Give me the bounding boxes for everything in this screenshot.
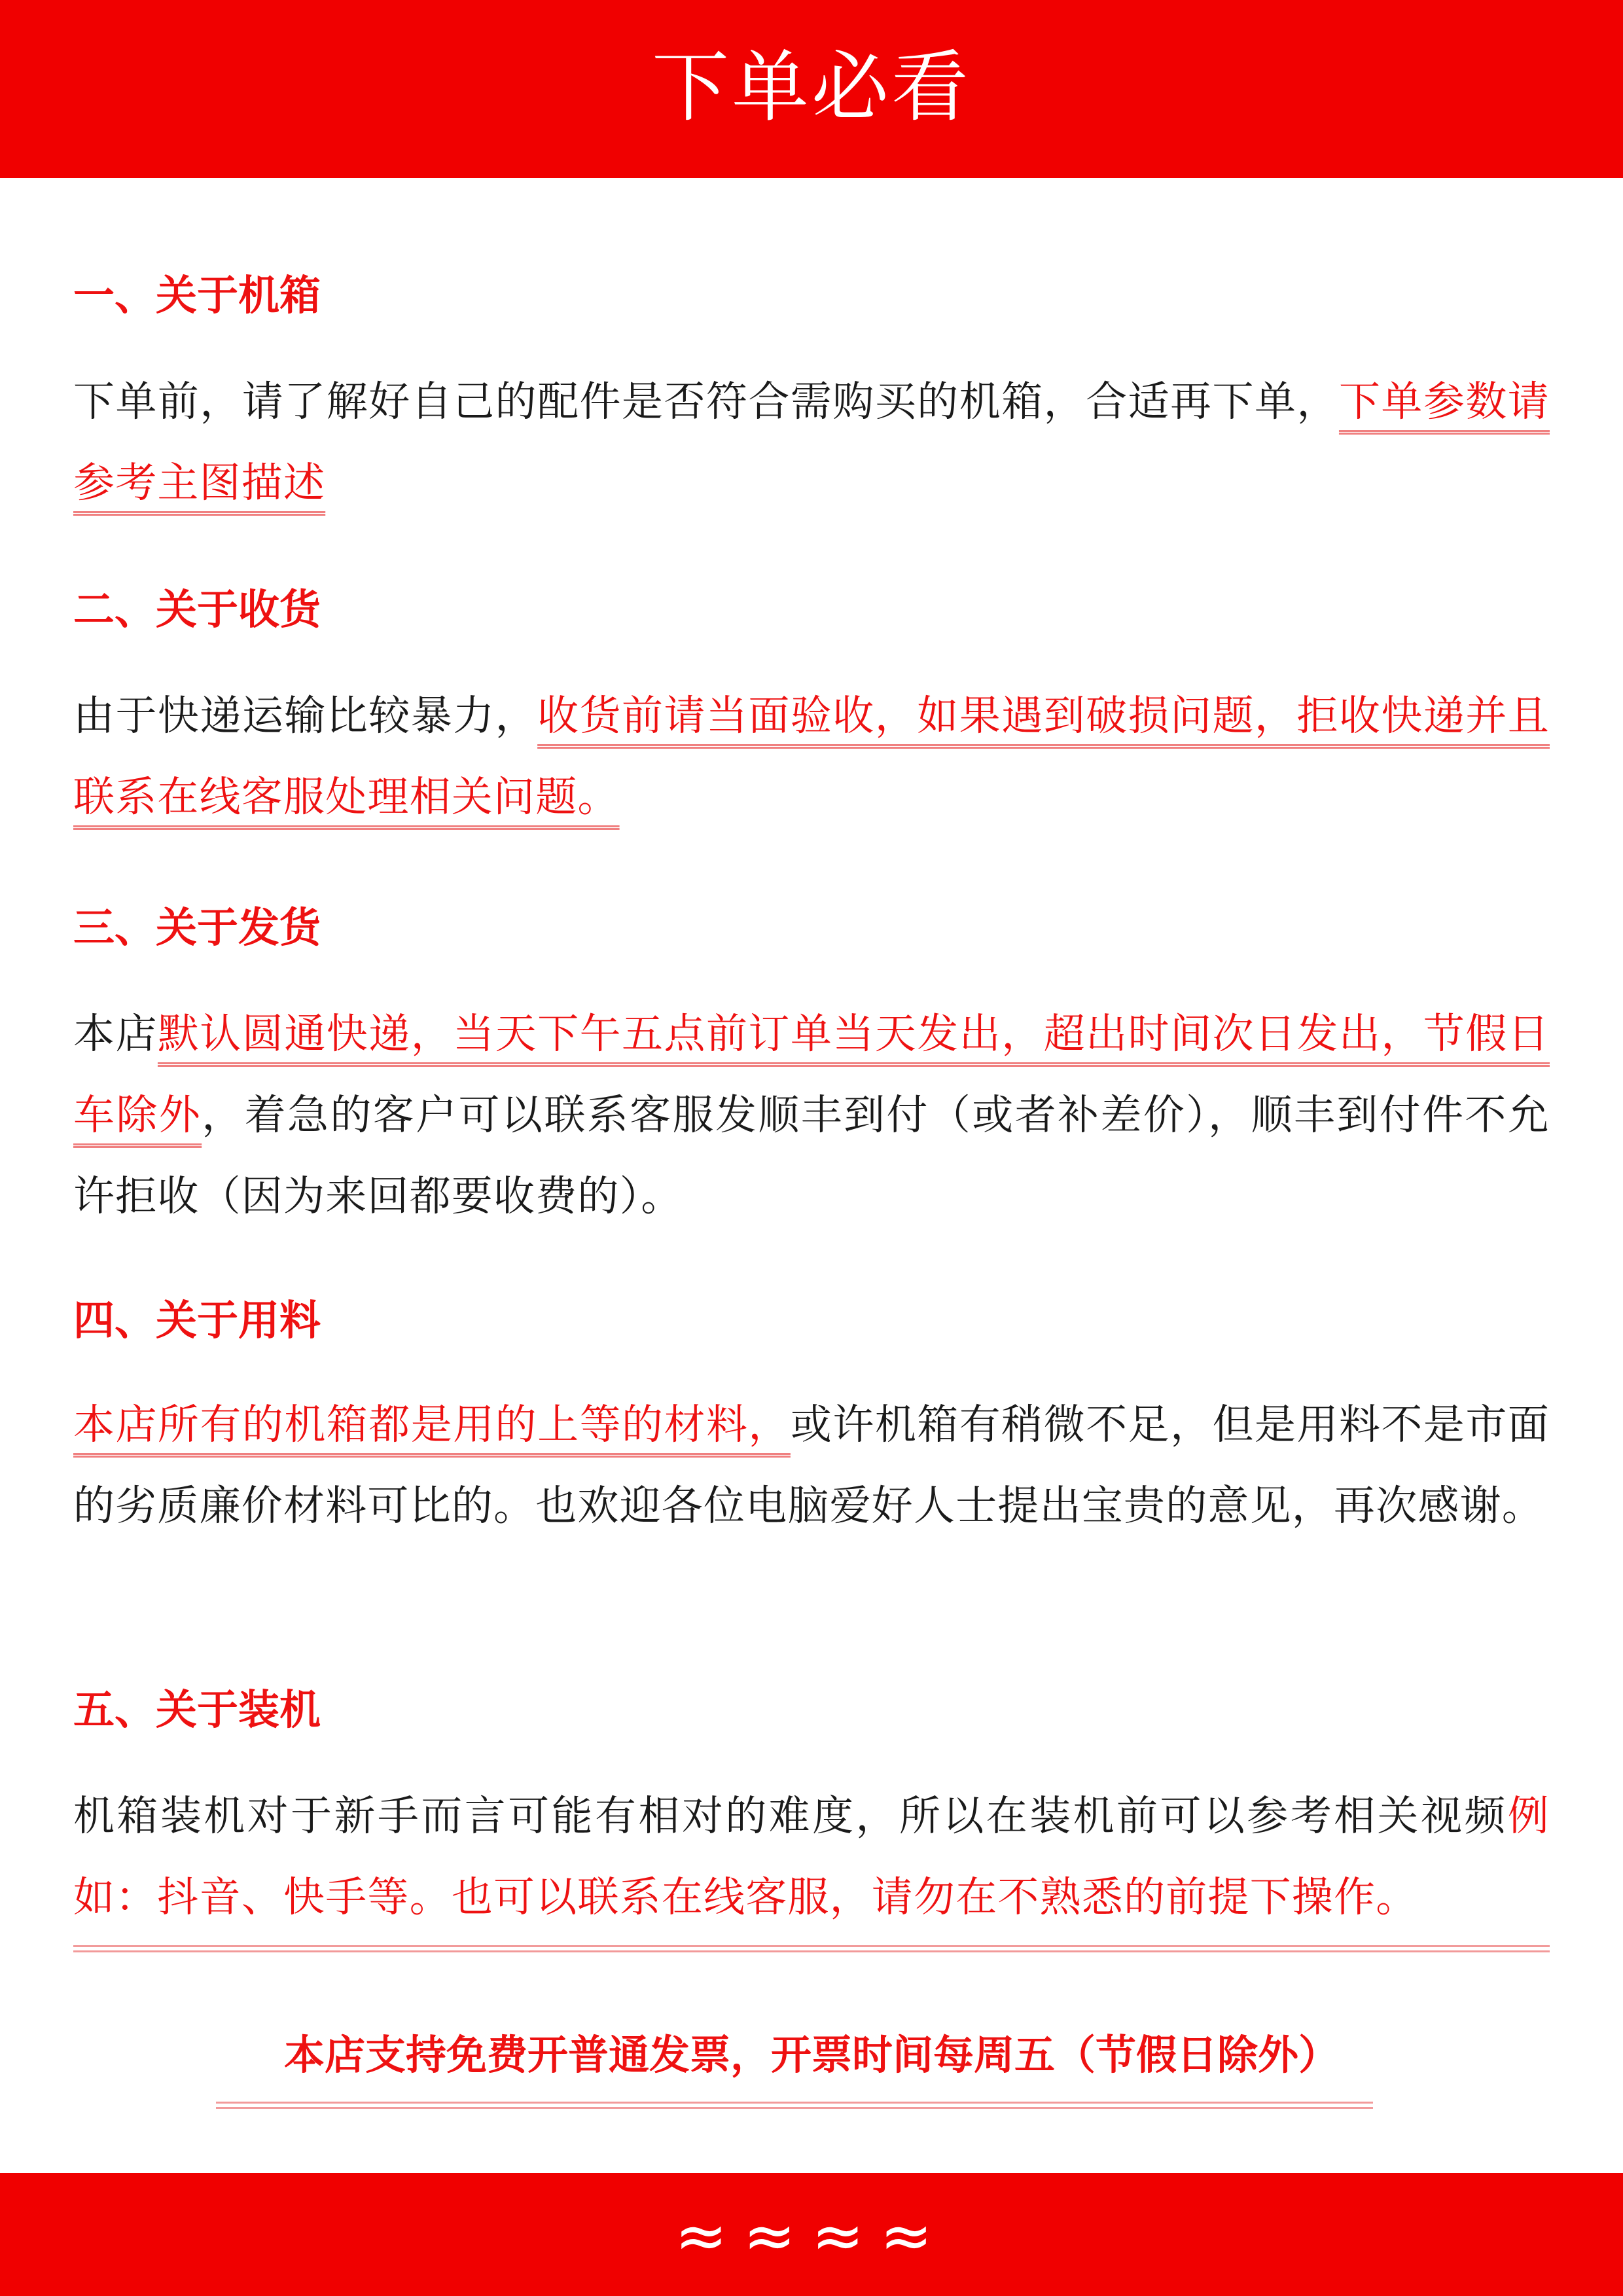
invoice-divider [216, 2102, 1373, 2109]
invoice-note: 本店支持免费开普通发票，开票时间每周五（节假日除外） [283, 2031, 1339, 2079]
highlighted-text: 收货前请当面验收，如果遇到破损问题，拒收快递并且联系在线客服处理相关问题。 [73, 692, 1550, 821]
section-heading-case: 一、关于机箱 [73, 272, 321, 319]
body-text: 由于快递运输比较暴力， [73, 692, 538, 740]
wave-decoration-icon: ≈≈≈≈ [675, 2199, 948, 2272]
body-text: ，着急的客户可以联系客服发顺丰到付（或者补差价），顺丰到付件不允许拒收（因为来回都要收费的）。 [73, 1091, 1550, 1220]
highlighted-text: 默认圆通快递，当天下午五点前订单当天发出，超出时间次日发出，节假日车除外 [73, 1010, 1550, 1139]
section-body-case [73, 361, 1550, 524]
section-heading-assembly: 五、关于装机 [73, 1686, 321, 1734]
section-divider [73, 1945, 1550, 1952]
body-text: 或许机箱有稍微不足，但是用料不是市面的劣质廉价材料可比的。也欢迎各位电脑爱好人士提出宝贵的意见，再次感谢。 [73, 1401, 1550, 1530]
section-heading-shipping: 三、关于发货 [73, 904, 321, 952]
section-body-receiving [73, 675, 1550, 838]
section-heading-materials: 四、关于用料 [73, 1297, 321, 1344]
body-text: 下单前，请了解好自己的配件是否符合需购买的机箱，合适再下单， [73, 378, 1339, 425]
highlighted-text: 下单参数请参考主图描述 [73, 378, 1550, 507]
highlighted-text: 本店所有的机箱都是用的上等的材料， [73, 1401, 791, 1448]
body-text: 本店 [73, 1010, 158, 1058]
section-body-assembly [73, 1776, 1550, 1938]
section-body-materials [73, 1384, 1550, 1547]
red-text: 例如：抖音、快手等。也可以联系在线客服，请勿在不熟悉的前提下操作。 [73, 1792, 1550, 1921]
section-heading-receiving: 二、关于收货 [73, 586, 321, 634]
section-body-shipping [73, 994, 1550, 1237]
page-title: 下单必看 [651, 42, 971, 132]
body-text: 机箱装机对于新手而言可能有相对的难度，所以在装机前可以参考相关视频 [73, 1792, 1508, 1840]
